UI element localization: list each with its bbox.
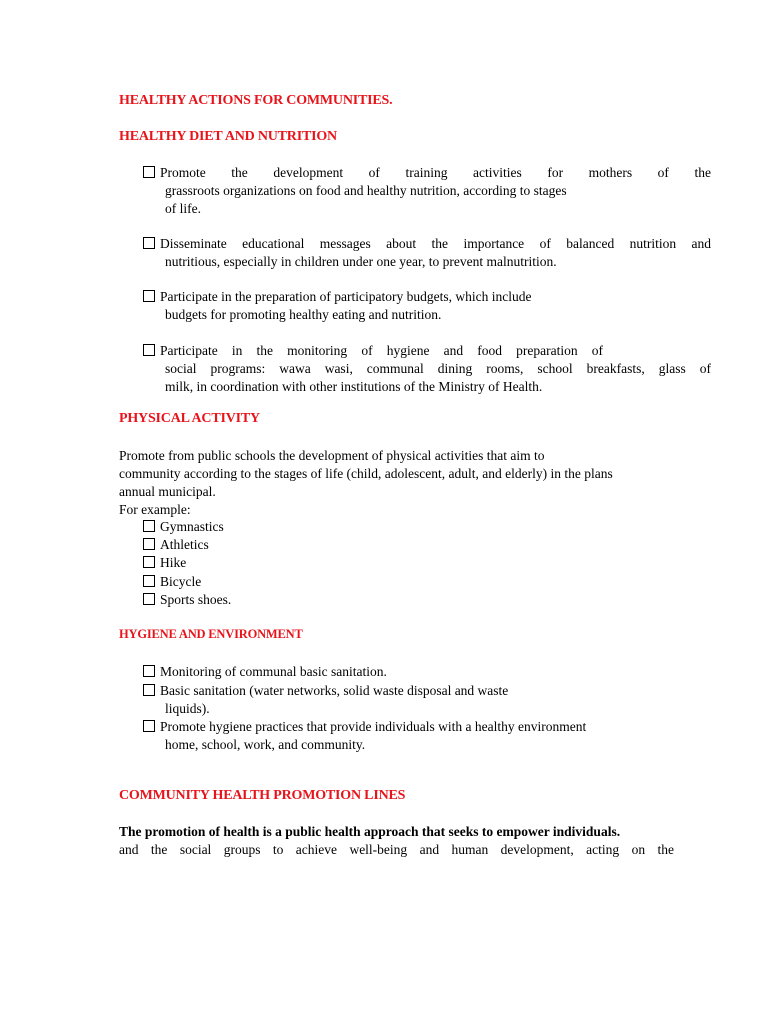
heading-physical-activity: PHYSICAL ACTIVITY [119, 411, 260, 426]
list-item: Sports shoes. [143, 591, 231, 609]
list-item: Bicycle [143, 573, 201, 591]
bullet-box-icon [143, 593, 155, 605]
diet-bullet-2: Disseminate educational messages about the importance of balanced nutrition and nutritious, especially in children under one year, to prevent malnutrition. [143, 235, 711, 271]
bullet-box-icon [143, 166, 155, 178]
bullet-box-icon [143, 665, 155, 677]
diet-bullet-3: Participate in the preparation of participatory budgets, which include budgets for promoting healthy eating and nutrition. [143, 288, 711, 324]
bullet-box-icon [143, 538, 155, 550]
diet-bullet-1: Promote the development of training activities for mothers of the grassroots organizations on food and healthy nutrition, according to stages of life. [143, 164, 711, 218]
list-item: Hike [143, 554, 186, 572]
bullet-box-icon [143, 344, 155, 356]
bullet-box-icon [143, 520, 155, 532]
bullet-box-icon [143, 575, 155, 587]
heading-healthy-actions: HEALTHY ACTIONS FOR COMMUNITIES. [119, 93, 393, 108]
bullet-box-icon [143, 237, 155, 249]
bullet-box-icon [143, 556, 155, 568]
diet-bullet-4: Participate in the monitoring of hygiene and food preparation of social programs: wawa wasi, communal dining rooms, school breakfasts, glass of milk, in coordination with other institutions of the Ministry of Health. [143, 342, 711, 396]
heading-hygiene-environment: HYGIENE AND ENVIRONMENT [119, 627, 303, 641]
bullet-box-icon [143, 720, 155, 732]
hygiene-item-1: Monitoring of communal basic sanitation. [143, 663, 387, 681]
heading-community-promotion: COMMUNITY HEALTH PROMOTION LINES [119, 788, 406, 803]
hygiene-item-3: Promote hygiene practices that provide individuals with a healthy environment home, school, work, and community. [143, 718, 586, 754]
bullet-box-icon [143, 684, 155, 696]
heading-healthy-diet: HEALTHY DIET AND NUTRITION [119, 129, 337, 144]
promotion-paragraph: The promotion of health is a public health approach that seeks to empower individuals. and the social groups to achieve well-being and human development, acting on the [119, 824, 674, 857]
physical-paragraph: Promote from public schools the development of physical activities that aim to community according to the stages of life (child, adolescent, adult, and elderly) in the plans annual municipal. For example: [119, 448, 613, 517]
bullet-box-icon [143, 290, 155, 302]
list-item: Gymnastics [143, 518, 224, 536]
hygiene-item-2: Basic sanitation (water networks, solid waste disposal and waste liquids). [143, 682, 508, 718]
list-item: Athletics [143, 536, 209, 554]
